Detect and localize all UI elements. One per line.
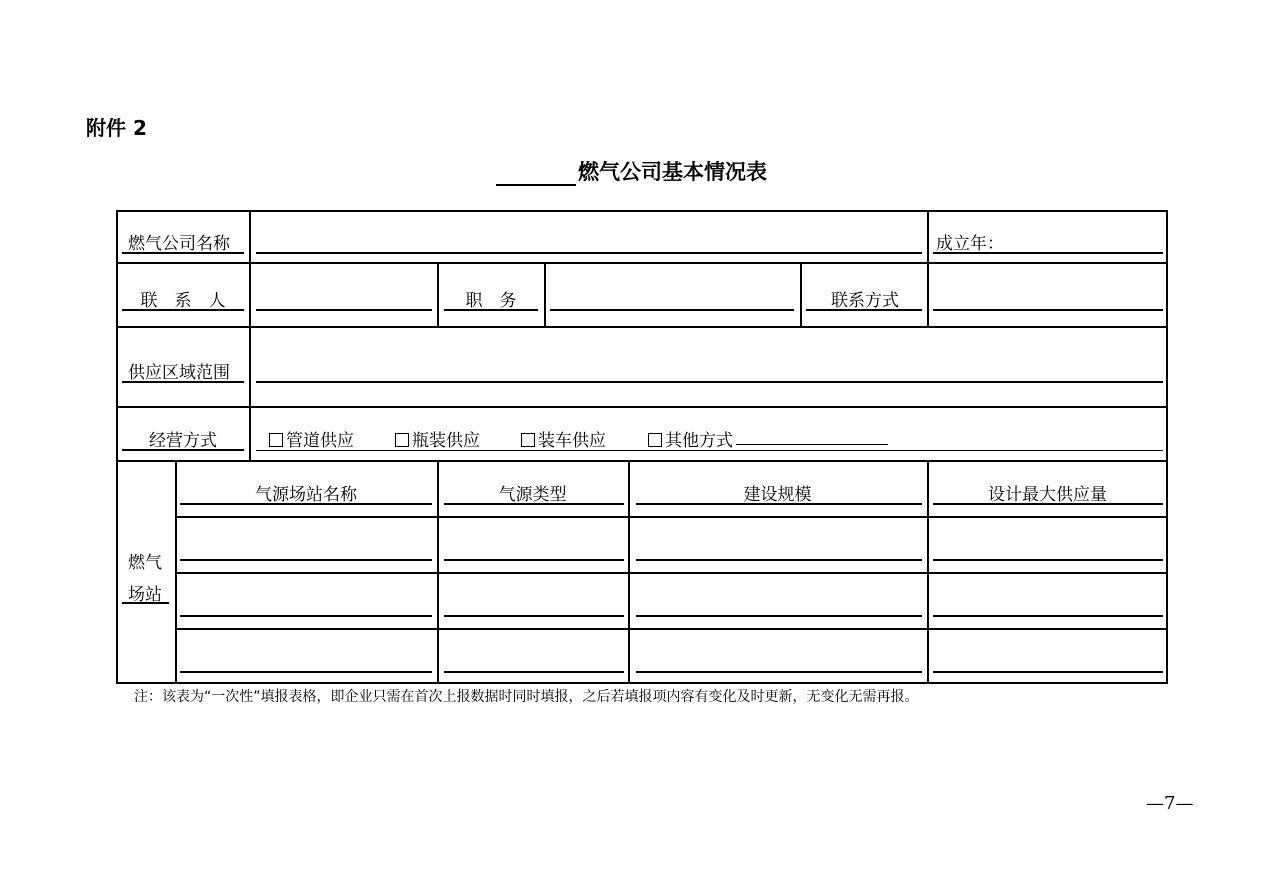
company-name-label: 燃气公司名称 [128, 234, 230, 254]
checkbox-icon[interactable] [395, 433, 409, 447]
row-divider [118, 460, 1168, 462]
source-type-field[interactable] [444, 559, 624, 561]
attachment-label: 附件 2 [86, 116, 147, 140]
supply-area-field[interactable] [256, 381, 1163, 383]
company-info-table [116, 210, 1168, 684]
row-divider [175, 516, 1168, 518]
station-name-field[interactable] [180, 671, 432, 673]
label-underline [122, 381, 244, 383]
stations-label-line2: 场站 [128, 585, 162, 605]
source-type-field[interactable] [444, 671, 624, 673]
supply-area-label: 供应区域范围 [128, 363, 230, 383]
row-divider [175, 628, 1168, 630]
page-title [0, 156, 1263, 186]
header-scale: 建设规模 [743, 485, 812, 505]
position-field[interactable] [550, 309, 794, 311]
stations-label-line1: 燃气 [128, 553, 162, 573]
label-underline [122, 449, 244, 451]
option-bottled[interactable]: 瓶装供应 [395, 426, 480, 451]
max-supply-field[interactable] [933, 671, 1163, 673]
position-label: 职 务 [465, 291, 517, 311]
header-underline [180, 503, 432, 505]
checkbox-icon[interactable] [269, 433, 283, 447]
established-field[interactable] [933, 252, 1163, 254]
label-underline [122, 602, 169, 604]
contact-label: 联 系 人 [140, 291, 226, 311]
header-source-type: 气源类型 [498, 485, 567, 505]
operation-mode-underline [256, 450, 1163, 451]
title-blank-field[interactable] [496, 162, 576, 186]
checkbox-icon[interactable] [648, 433, 662, 447]
label-underline [806, 309, 922, 311]
company-name-field[interactable] [256, 252, 922, 254]
station-name-field[interactable] [180, 559, 432, 561]
page-number: —7— [1146, 793, 1194, 814]
row-divider [175, 572, 1168, 574]
operation-mode-label: 经营方式 [149, 431, 217, 451]
label-underline [122, 252, 244, 254]
option-other[interactable]: 其他方式 [648, 426, 733, 451]
col-divider [927, 212, 929, 326]
title-text: 燃气公司基本情况表 [578, 160, 767, 184]
station-name-field[interactable] [180, 615, 432, 617]
checkbox-icon[interactable] [521, 433, 535, 447]
label-underline [444, 309, 538, 311]
max-supply-field[interactable] [933, 615, 1163, 617]
header-underline [444, 503, 624, 505]
col-divider [437, 262, 439, 326]
header-max-supply: 设计最大供应量 [988, 485, 1107, 505]
header-station-name: 气源场站名称 [255, 485, 357, 505]
scale-field[interactable] [636, 671, 922, 673]
scale-field[interactable] [636, 615, 922, 617]
row-divider [118, 406, 1168, 408]
source-type-field[interactable] [444, 615, 624, 617]
col-divider [544, 262, 546, 326]
option-truck[interactable]: 装车供应 [521, 426, 606, 451]
established-label: 成立年： [936, 234, 1004, 254]
contact-field[interactable] [256, 309, 432, 311]
contact-method-field[interactable] [933, 309, 1163, 311]
other-method-field[interactable] [736, 444, 888, 445]
option-pipeline[interactable]: 管道供应 [269, 426, 354, 451]
col-divider [800, 262, 802, 326]
contact-method-label: 联系方式 [831, 291, 899, 311]
header-underline [636, 503, 922, 505]
header-underline [933, 503, 1163, 505]
label-underline [122, 309, 244, 311]
col-divider [249, 212, 251, 460]
scale-field[interactable] [636, 559, 922, 561]
table-note: 注：该表为“一次性”填报表格，即企业只需在首次上报数据时同时填报，之后若填报项内容有变化及时更新，无变化无需再报。 [134, 689, 919, 705]
max-supply-field[interactable] [933, 559, 1163, 561]
row-divider [118, 262, 1168, 264]
row-divider [118, 326, 1168, 328]
